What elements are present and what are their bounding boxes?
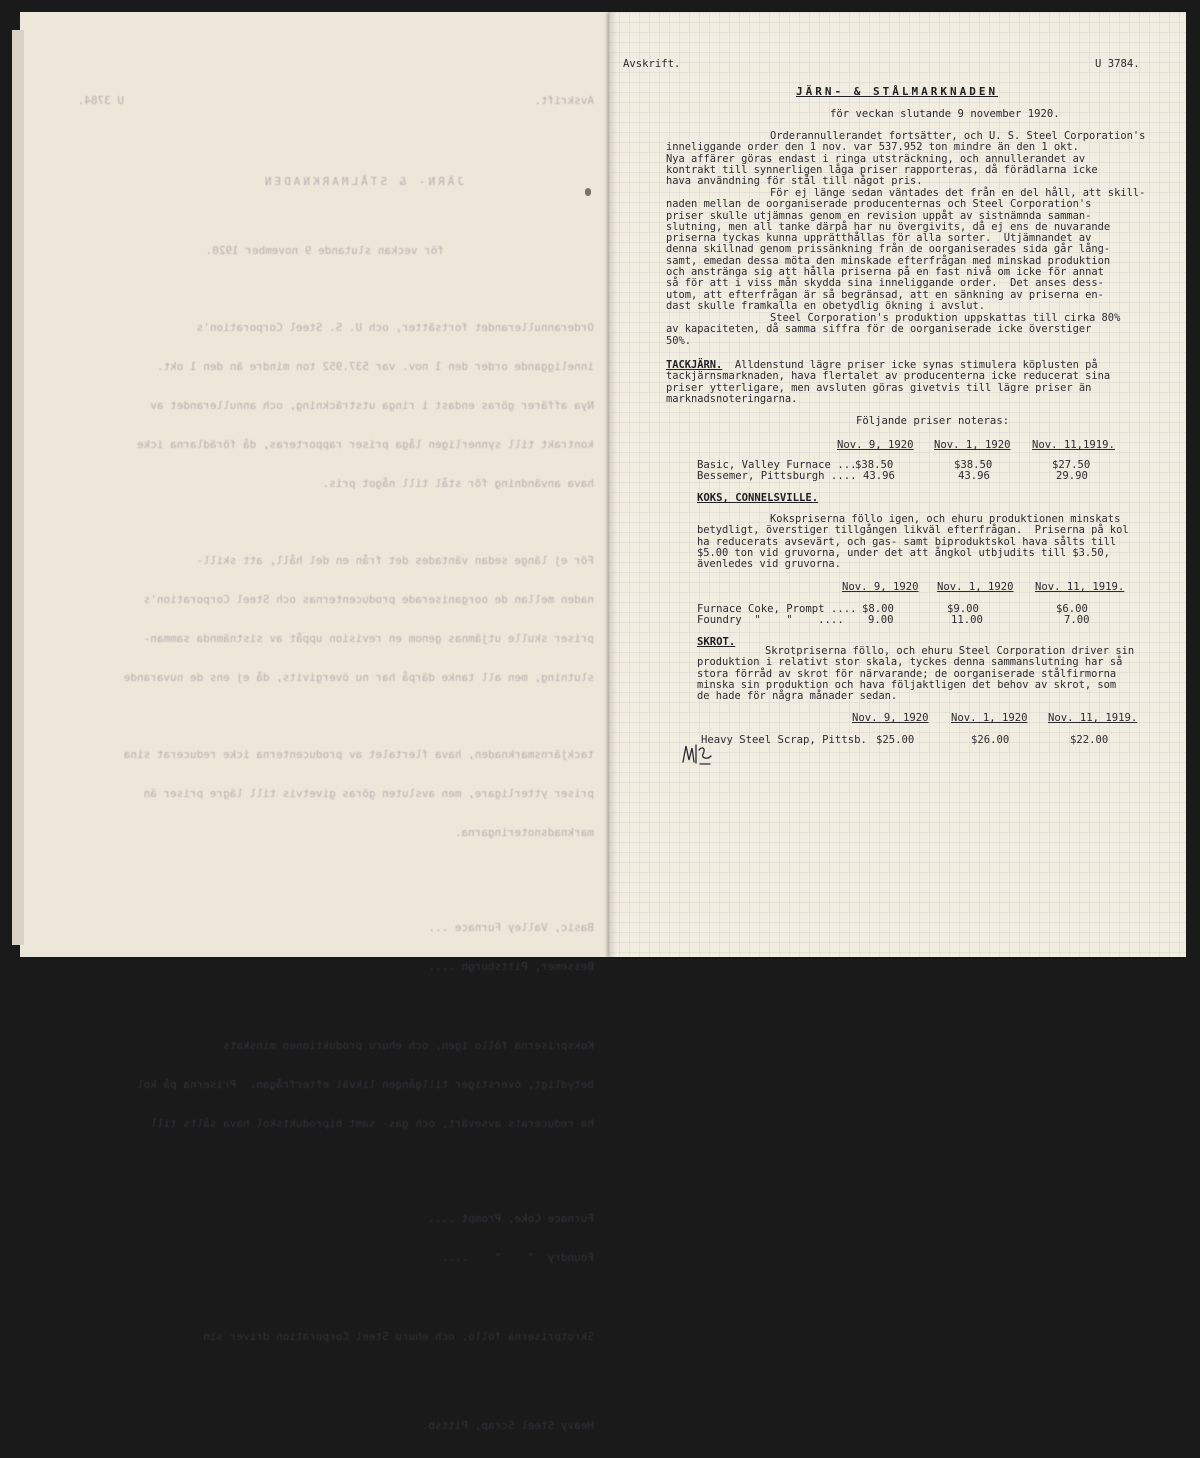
ghost-koks-0: Kokspriserna föllo igen, och ehuru produktionen minskats bbox=[223, 1039, 594, 1052]
text-line: så för att i viss mån skydda sina inneliggande order. Det anses dess- bbox=[666, 277, 1104, 290]
section-koks bbox=[697, 514, 1167, 570]
ghost-row-4: Foundry " " .... bbox=[441, 1251, 594, 1264]
text-line: $5.00 ton vid gruvorna, under det att ångkol utbjudits till $3.50, bbox=[697, 546, 1110, 559]
text-line: av kapaciteten, då samma siffra för de oorganiserade icke överstiger bbox=[666, 323, 1092, 336]
ghost-p1-2: Nya affärer göras endast i ringa utsträckning, och annullerandet av bbox=[150, 399, 594, 412]
text-line: och anstränga sig att hålla priserna på en fast nivå om icke för annat bbox=[666, 266, 1104, 279]
header-left: Avskrift. bbox=[623, 58, 681, 70]
page-title: JÄRN- & STÅLMARKNADEN bbox=[796, 85, 999, 98]
tack-row-label: Bessemer, Pittsburgh .... bbox=[697, 470, 857, 482]
ghost-koks-2: ha reducerats avsevärt, och gas- samt biproduktskol hava sålts till bbox=[150, 1117, 594, 1130]
section-heading-tackjarn: TACKJÄRN. bbox=[666, 359, 723, 371]
skrot-cell: $26.00 bbox=[971, 734, 1010, 746]
ghost-p2-0: För ej länge sedan väntades det från en del håll, att skill- bbox=[196, 554, 594, 567]
text-line: samt, emedan dessa möta den minskade efterfrågan med minskad produktion bbox=[666, 254, 1111, 267]
koks-cell: $9.00 bbox=[947, 603, 979, 615]
section-tackjarn bbox=[666, 360, 1136, 405]
page-subtitle: för veckan slutande 9 november 1920. bbox=[830, 108, 1060, 120]
tack-cell: $38.50 bbox=[855, 459, 894, 471]
ghost-p2-2: priser skulle utjämnas genom en revision uppåt av sistnämnda samman- bbox=[143, 632, 594, 645]
text-line: marknadsnoteringarna. bbox=[666, 392, 798, 405]
ghost-row-5: Heavy Steel Scrap, Pittsb. bbox=[421, 1419, 594, 1432]
page-fold-shadow bbox=[609, 12, 617, 957]
text-line: priserna tyckas kunna upprätthållas för alla sorter. Utjämnandet av bbox=[666, 232, 1092, 245]
skrot-cell: $22.00 bbox=[1070, 734, 1109, 746]
koks-row-label: Foundry " " .... bbox=[697, 614, 844, 626]
text-line: För ej länge sedan väntades det från en del håll, att skill- bbox=[770, 187, 1146, 199]
text-line: stora förråd av skrot för närvarande; de oorganiserade stålfirmorna bbox=[697, 667, 1117, 680]
tack-col-2: Nov. 1, 1920 bbox=[934, 439, 1011, 451]
section-heading-skrot: SKROT. bbox=[697, 636, 736, 648]
text-line: Nya affärer göras endast i ringa utsträckning, och annullerandet av bbox=[666, 152, 1086, 165]
section-skrot bbox=[697, 646, 1167, 702]
ghost-p1-1: inneliggande order den 1 nov. var 537.952 ton mindre än den 1 okt. bbox=[156, 360, 594, 373]
reverse-page bbox=[20, 12, 610, 1432]
koks-cell: $6.00 bbox=[1056, 603, 1088, 615]
text-line: priser ytterligare, men avsluten göras givetvis till lägre priser än bbox=[666, 381, 1092, 394]
text-line: priser skulle utjämnas genom en revision uppåt av sistnämnda samman- bbox=[666, 209, 1092, 222]
skrot-col-2: Nov. 1, 1920 bbox=[951, 712, 1028, 724]
ghost-koks-1: betydligt, överstiger tillgången likväl efterfrågan. Priserna på kol bbox=[137, 1078, 594, 1091]
text-line: produktion i relativt stor skala, tyckes denna sammanslutning har så bbox=[697, 656, 1123, 669]
text-line: denna skillnad genom prissänkning från de oorganiserades sida går lång- bbox=[666, 243, 1111, 256]
text-line: dast skulle framkalla en obetydlig ökning i avslut. bbox=[666, 299, 986, 312]
ghost-p2-1: naden mellan de oorganiserade producenternas och Steel Corporation's bbox=[143, 593, 594, 606]
text-line: Skrotpriserna föllo, och ehuru Steel Corporation driver sin bbox=[765, 645, 1135, 657]
ghost-p1-4: hava användning för stål till något pris. bbox=[322, 477, 594, 490]
koks-col-1: Nov. 9, 1920 bbox=[842, 581, 919, 593]
text-line: kontrakt till synnerligen låga priser rapporteras, då förädlarna icke bbox=[666, 163, 1098, 176]
text-line: naden mellan de oorganiserade producenternas och Steel Corporation's bbox=[666, 198, 1092, 211]
ghost-skrot-0: Skrotpriserna föllo, och ehuru Steel Corporation driver sin bbox=[203, 1330, 594, 1343]
bleed-through-text bbox=[54, 34, 594, 1458]
text-line: de hade för några månader sedan. bbox=[697, 690, 898, 703]
ghost-row-1: Basic, Valley Furnace ... bbox=[428, 921, 594, 934]
tack-cell: 43.96 bbox=[863, 470, 895, 482]
document-page bbox=[609, 12, 1186, 957]
punch-hole bbox=[585, 188, 591, 196]
tack-cell: $38.50 bbox=[954, 459, 993, 471]
ghost-row-3: Furnace Coke, Prompt .... bbox=[428, 1212, 594, 1225]
koks-cell: 11.00 bbox=[951, 614, 983, 626]
text-line: ävenledes vid gruvorna. bbox=[697, 558, 841, 571]
text-line: 50%. bbox=[666, 334, 692, 347]
koks-col-2: Nov. 1, 1920 bbox=[937, 581, 1014, 593]
ghost-subtitle: för veckan slutande 9 november 1920. bbox=[205, 244, 444, 257]
ghost-title: JÄRN- & STÅLMARKNADEN bbox=[261, 175, 464, 188]
tack-cell: 43.96 bbox=[958, 470, 990, 482]
ghost-p1-3: kontrakt till synnerligen låga priser rapporteras, då förädlarna icke bbox=[137, 438, 594, 451]
text-line: ha reducerats avsevärt, och gas- samt biproduktskol hava sålts till bbox=[697, 535, 1117, 548]
text-line: Alldenstund lägre priser icke synas stimulera köplusten på bbox=[734, 359, 1098, 371]
ghost-tack-1: priser ytterligare, men avsluten göras givetvis till lägre priser än bbox=[143, 787, 594, 800]
skrot-col-3: Nov. 11, 1919. bbox=[1048, 712, 1138, 724]
intro-paragraph-2 bbox=[666, 187, 1146, 312]
text-line: Steel Corporation's produktion uppskattas till cirka 80% bbox=[770, 312, 1121, 324]
text-line: betydligt, överstiger tillgången likväl efterfrågan. Priserna på kol bbox=[697, 524, 1129, 537]
tack-col-3: Nov. 11,1919. bbox=[1032, 439, 1115, 451]
text-line: slutning, men all tanke därpå har nu övergivits, då ej ens de nuvarande bbox=[666, 220, 1111, 233]
koks-cell: $8.00 bbox=[862, 603, 894, 615]
text-line: utom, att efterfrågan är så begränsad, att en sänkning av priserna en- bbox=[666, 288, 1104, 301]
tack-col-1: Nov. 9, 1920 bbox=[837, 439, 914, 451]
text-line: tackjärnsmarknaden, hava flertalet av producenterna icke reducerat sina bbox=[666, 370, 1111, 383]
skrot-col-1: Nov. 9, 1920 bbox=[852, 712, 929, 724]
ghost-header: Avskrift.U 3784. bbox=[77, 94, 594, 107]
koks-cell: 9.00 bbox=[868, 614, 894, 626]
handwritten-initials-mark bbox=[680, 742, 714, 766]
text-line: inneliggande order den 1 nov. var 537.952 ton mindre än den 1 okt. bbox=[666, 141, 1079, 154]
koks-row-label: Furnace Coke, Prompt .... bbox=[697, 603, 857, 615]
text-line: Kokspriserna föllo igen, och ehuru produktionen minskats bbox=[770, 513, 1121, 525]
prices-intro: Följande priser noteras: bbox=[856, 415, 1010, 427]
koks-cell: 7.00 bbox=[1064, 614, 1090, 626]
text-line: minska sin produktion och hava följaktligen det behov av skrot, som bbox=[697, 678, 1117, 691]
tack-cell: $27.50 bbox=[1052, 459, 1091, 471]
koks-col-3: Nov. 11, 1919. bbox=[1035, 581, 1125, 593]
intro-paragraph-3 bbox=[666, 313, 1136, 347]
ghost-row-2: Bessemer, Pittsburgh .... bbox=[428, 960, 594, 973]
skrot-row-label: Heavy Steel Scrap, Pittsb. bbox=[701, 734, 867, 746]
text-line: hava användning för stål till något pris. bbox=[666, 175, 923, 188]
intro-paragraph-1 bbox=[666, 130, 1146, 188]
ghost-tack-0: tackjärnsmarknaden, hava flertalet av producenterna icke reducerat sina bbox=[123, 748, 594, 761]
ghost-tack-2: marknadsnoteringarna. bbox=[454, 826, 594, 839]
ghost-p2-3: slutning, men all tanke därpå har nu övergivits, då ej ens de nuvarande bbox=[123, 671, 594, 684]
tack-cell: 29.90 bbox=[1056, 470, 1088, 482]
section-heading-koks: KOKS, CONNELSVILLE. bbox=[697, 492, 819, 504]
text-line: Orderannullerandet fortsätter, och U. S. Steel Corporation's bbox=[770, 130, 1146, 142]
tack-row-label: Basic, Valley Furnace ... bbox=[697, 459, 857, 471]
skrot-cell: $25.00 bbox=[876, 734, 915, 746]
ghost-p1-0: Orderannullerandet fortsätter, och U. S. Steel Corporation's bbox=[196, 321, 594, 334]
header-right: U 3784. bbox=[1095, 58, 1140, 70]
